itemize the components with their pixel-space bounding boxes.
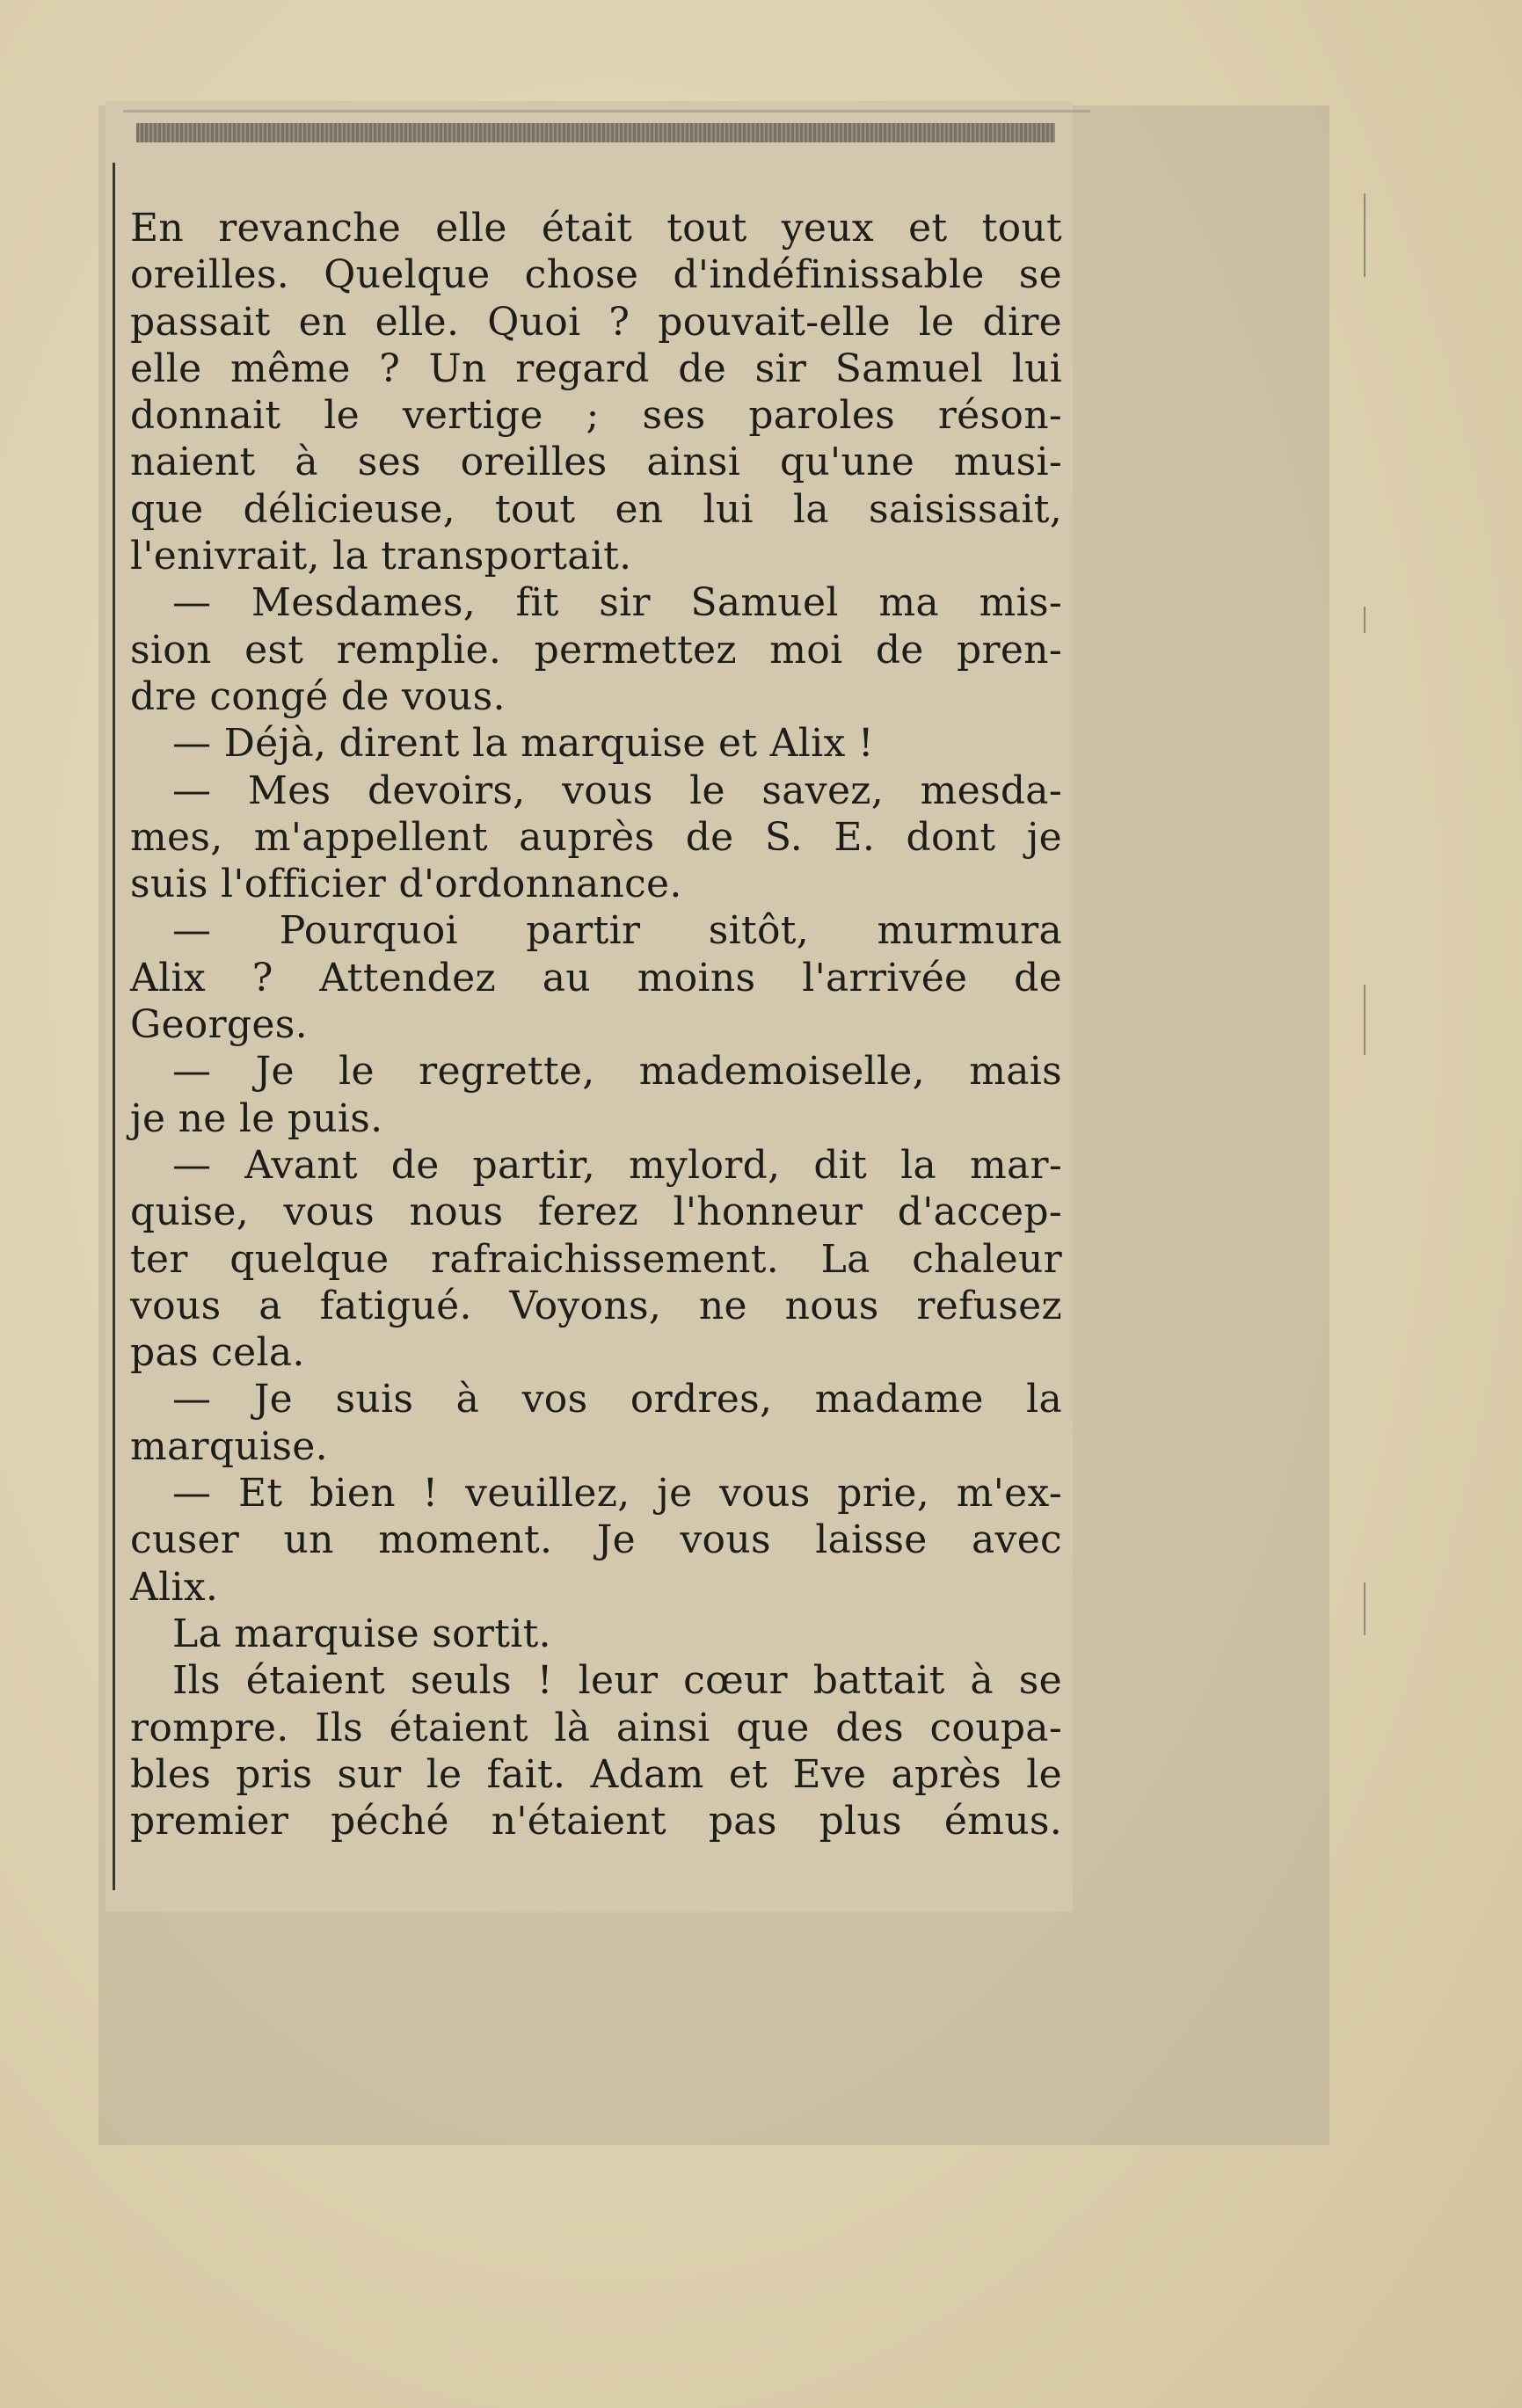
text-line: — Et bien ! veuillez, je vous prie, m'ex- (172, 1471, 1062, 1517)
text-line: bles pris sur le fait. Adam et Eve après le (130, 1751, 1062, 1797)
text-line: — Mesdames, fit sir Samuel ma mis- (172, 580, 1062, 626)
text-line: pas cela. (130, 1330, 305, 1376)
text-line: sion est remplie. permettez moi de pren- (130, 627, 1062, 673)
text-line: ter quelque rafraichissement. La chaleur (130, 1236, 1062, 1282)
text-line: oreilles. Quelque chose d'indéfinissable se (130, 252, 1062, 298)
margin-mark (1364, 985, 1365, 1055)
text-line: cuser un moment. Je vous laisse avec (130, 1517, 1062, 1563)
top-rule-thin (123, 110, 1090, 113)
text-line: rompre. Ils étaient là ainsi que des coupa- (130, 1705, 1062, 1750)
text-line: — Déjà, dirent la marquise et Alix ! (172, 721, 874, 767)
text-line: vous a fatigué. Voyons, ne nous refusez (130, 1283, 1062, 1328)
margin-mark (1364, 607, 1365, 633)
text-line: je ne le puis. (130, 1095, 383, 1141)
text-line: En revanche elle était tout yeux et tout (130, 206, 1062, 251)
article-text (130, 205, 1062, 1844)
text-line: donnait le vertige ; ses paroles réson- (130, 393, 1062, 439)
text-line: — Pourquoi partir sitôt, murmura (172, 908, 1062, 954)
text-line: mes, m'appellent auprès de S. E. dont je (130, 814, 1062, 860)
text-line: La marquise sortit. (172, 1611, 551, 1656)
text-line: Ils étaient seuls ! leur cœur battait à se (172, 1658, 1062, 1704)
text-line: l'enivrait, la transportait. (130, 534, 632, 579)
text-line: — Avant de partir, mylord, dit la mar- (172, 1142, 1062, 1188)
text-line: premier péché n'étaient pas plus émus. (130, 1799, 1062, 1844)
column-left-rule (113, 163, 115, 1890)
text-line: Alix. (130, 1564, 219, 1610)
text-line: passait en elle. Quoi ? pouvait-elle le dire (130, 299, 1062, 345)
text-line: elle même ? Un regard de sir Samuel lui (130, 346, 1062, 391)
margin-mark (1364, 193, 1365, 277)
text-line: Alix ? Attendez au moins l'arrivée de (130, 955, 1062, 1000)
text-line: naient à ses oreilles ainsi qu'une musi- (130, 440, 1062, 485)
text-line: dre congé de vous. (130, 673, 506, 719)
top-rule (136, 123, 1055, 142)
text-line: suis l'officier d'ordonnance. (130, 862, 682, 907)
text-line: Georges. (130, 1002, 308, 1048)
text-line: — Je le regrette, mademoiselle, mais (172, 1049, 1062, 1095)
text-line: que délicieuse, tout en lui la saisissait, (130, 486, 1062, 532)
text-line: quise, vous nous ferez l'honneur d'accep- (130, 1189, 1062, 1235)
text-line: marquise. (130, 1423, 328, 1469)
margin-mark (1364, 1582, 1365, 1635)
text-line: — Je suis à vos ordres, madame la (172, 1377, 1062, 1422)
text-line: — Mes devoirs, vous le savez, mesda- (172, 768, 1062, 813)
